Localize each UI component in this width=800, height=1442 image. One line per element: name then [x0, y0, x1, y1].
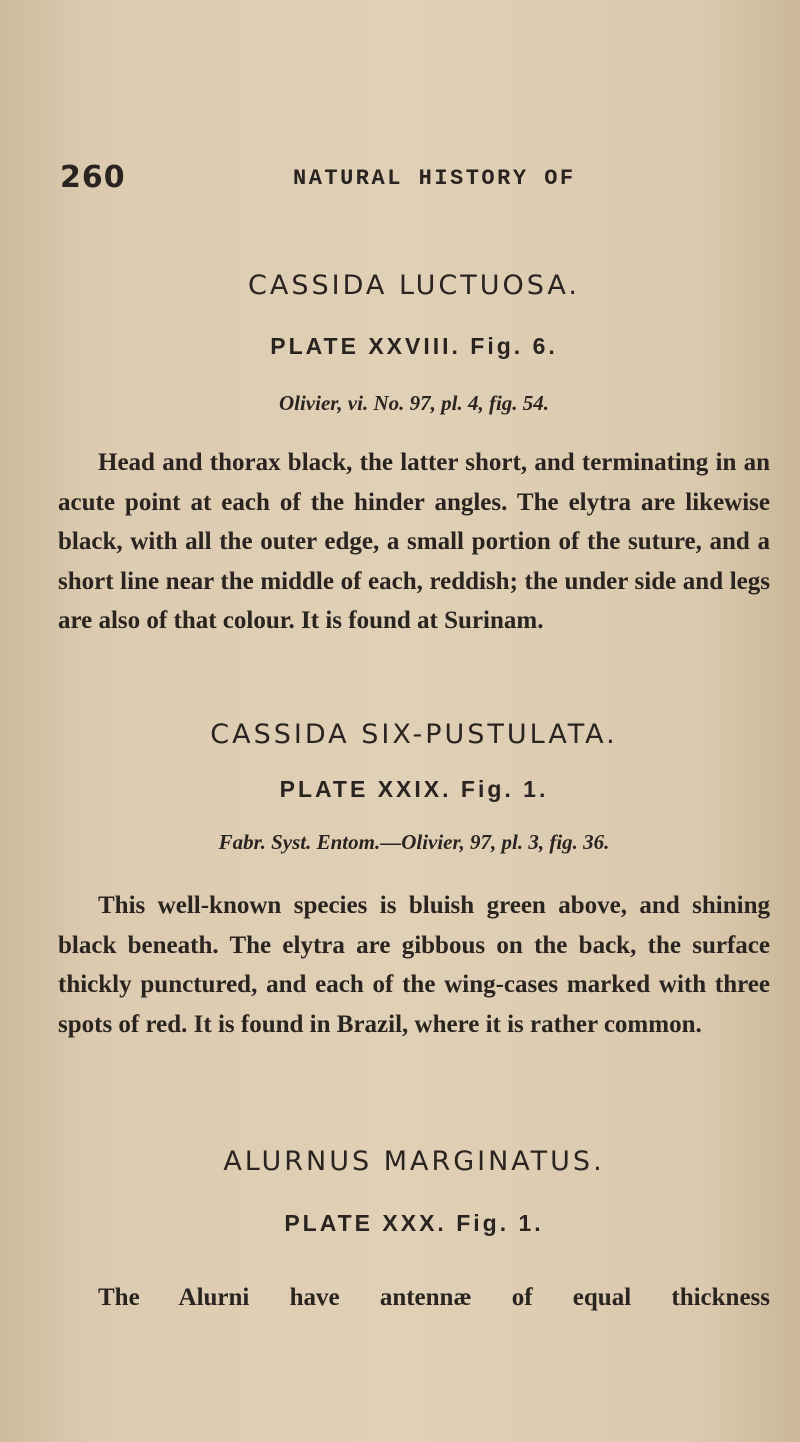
bibliographic-reference: Olivier, vi. No. 97, pl. 4, fig. 54.: [278, 391, 550, 415]
plate-reference: PLATE XXX. Fig. 1.: [284, 1210, 544, 1236]
section-title: ALURNUS MARGINATUS.: [223, 1146, 605, 1177]
section-alurnus-marginatus: [58, 0, 770, 1442]
section-title: CASSIDA SIX-PUSTULATA.: [210, 719, 618, 750]
bibliographic-reference: Fabr. Syst. Entom.—Olivier, 97, pl. 3, fig. 36.: [218, 830, 610, 854]
page-number: 260: [60, 160, 126, 195]
section-body: [58, 1278, 770, 1318]
running-title: NATURAL HISTORY OF: [293, 166, 576, 191]
section-body-text: This well-known species is bluish green above, and shining black beneath. The elytra are gibbous on the back, the surface thickly punctured, and each of the wing-cases marked with three spots of red. It is found in Brazil, where it is rather common.: [58, 892, 770, 1038]
section-body-text: The Alurni have antennæ of equal thickness: [98, 1284, 770, 1311]
plate-reference: PLATE XXVIII. Fig. 6.: [270, 333, 558, 359]
section-title: CASSIDA LUCTUOSA.: [248, 270, 580, 301]
plate-reference: PLATE XXIX. Fig. 1.: [279, 776, 549, 802]
section-body-text: Head and thorax black, the latter short, and terminating in an acute point at each of the hinder angles. The elytra are likewise black, with all the outer edge, a small portion of the suture, and a short line near the middle of each, reddish; the under side and legs are also of that colour. It is found at Surinam.: [58, 449, 770, 634]
